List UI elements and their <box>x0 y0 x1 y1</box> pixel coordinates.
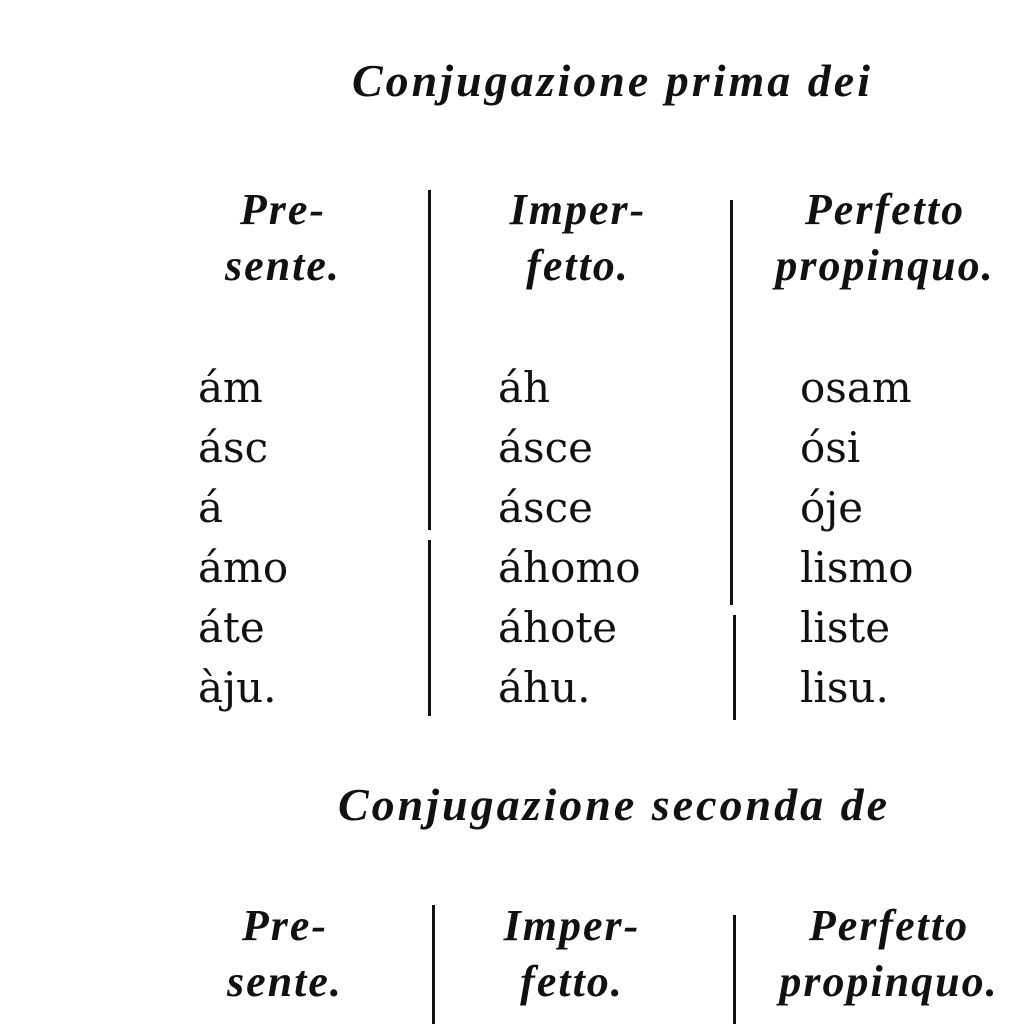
table-cell: áhote <box>498 603 618 652</box>
header-line: Pre- <box>239 185 327 234</box>
table-cell: ásce <box>498 483 593 532</box>
table-cell: áte <box>198 603 265 652</box>
table-cell: áhu. <box>498 663 591 712</box>
section-2-header-presente <box>200 898 370 1010</box>
table-cell: osam <box>800 363 912 412</box>
column-divider <box>733 615 736 720</box>
table-cell: á <box>198 483 224 532</box>
column-divider <box>428 540 431 716</box>
table-cell: ám <box>198 363 263 412</box>
table-cell: ósi <box>800 423 861 472</box>
section-1-column-perfetto <box>800 358 914 718</box>
header-line: Pre- <box>241 901 329 950</box>
section-1-header-perfetto <box>740 182 1024 294</box>
section-2-title: Conjugazione seconda de <box>338 779 891 830</box>
column-divider <box>733 915 736 1024</box>
header-line: fetto. <box>526 241 630 290</box>
header-line: sente. <box>227 957 343 1006</box>
section-2-header-perfetto <box>744 898 1024 1010</box>
section-1-header-imperfetto <box>478 182 678 294</box>
table-cell: àju. <box>198 663 277 712</box>
section-2-header-imperfetto <box>472 898 672 1010</box>
table-cell: ásce <box>498 423 593 472</box>
table-cell: ásc <box>198 423 269 472</box>
header-line: propinquo. <box>779 957 999 1006</box>
section-1-title: Conjugazione prima dei <box>352 55 873 106</box>
column-divider <box>428 190 431 530</box>
section-1-header-presente <box>198 182 368 294</box>
header-line: Perfetto <box>804 185 966 234</box>
header-line: fetto. <box>520 957 624 1006</box>
header-line: sente. <box>225 241 341 290</box>
column-divider <box>730 200 733 605</box>
header-line: Imper- <box>509 185 647 234</box>
table-cell: áhomo <box>498 543 641 592</box>
table-cell: óje <box>800 483 864 532</box>
header-line: propinquo. <box>775 241 995 290</box>
header-line: Imper- <box>503 901 641 950</box>
table-cell: lisu. <box>800 663 889 712</box>
column-divider <box>432 905 435 1024</box>
header-line: Perfetto <box>808 901 970 950</box>
section-1-column-presente <box>198 358 288 718</box>
table-cell: lismo <box>800 543 914 592</box>
table-cell: áh <box>498 363 551 412</box>
section-1-column-imperfetto <box>498 358 641 718</box>
table-cell: liste <box>800 603 891 652</box>
table-cell: ámo <box>198 543 289 592</box>
